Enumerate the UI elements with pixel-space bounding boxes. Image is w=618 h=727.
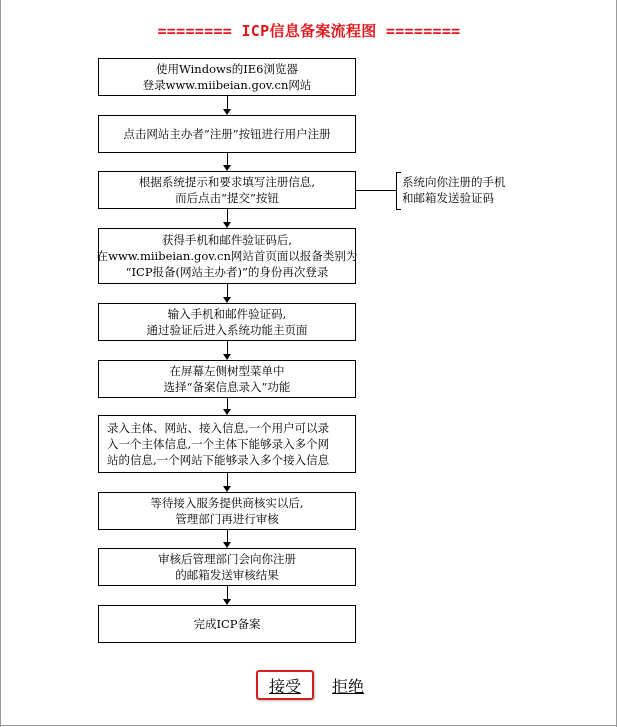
step-9-box	[98, 548, 356, 586]
step-1-line-2: 登录www.miibeian.gov.cn网站	[142, 78, 312, 92]
step-7-line-2: 入一个主体信息,一个主体下能够录入多个网	[107, 437, 330, 451]
connector-2	[227, 153, 228, 165]
step-3-box	[98, 171, 356, 209]
note-connector	[356, 190, 396, 191]
connector-3	[227, 209, 228, 222]
arrow-down-icon	[223, 542, 231, 548]
side-note-line-1: 系统向你注册的手机	[402, 175, 506, 189]
step-9-line-1: 审核后管理部门会向你注册	[158, 552, 296, 566]
step-3-line-2: 而后点击“提交”按钮	[175, 191, 279, 205]
side-note	[402, 174, 532, 206]
arrow-down-icon	[223, 297, 231, 303]
step-8-line-1: 等待接入服务提供商核实以后,	[150, 496, 304, 510]
arrow-down-icon	[223, 599, 231, 605]
step-4-line-2: 在www.miibeian.gov.cn网站首页面以报备类别为	[96, 249, 358, 263]
connector-1	[227, 96, 228, 109]
step-7-line-1: 录入主体、网站、接入信息,一个用户可以录	[107, 421, 330, 435]
step-5-box	[98, 303, 356, 341]
frame-bottom-border	[0, 725, 617, 726]
note-bracket	[396, 172, 401, 210]
frame-left-border	[0, 0, 1, 727]
step-6-line-2: 选择“备案信息录入”功能	[163, 380, 291, 394]
connector-9	[227, 586, 228, 599]
step-9-line-2: 的邮箱发送审核结果	[175, 568, 279, 582]
connector-7	[227, 473, 228, 486]
arrow-down-icon	[223, 222, 231, 228]
connector-4	[227, 284, 228, 297]
connector-5	[227, 341, 228, 354]
step-7-line-3: 站的信息,一个网站下能够录入多个接入信息	[107, 453, 330, 467]
step-1-box	[98, 58, 356, 96]
step-6-line-1: 在屏幕左侧树型菜单中	[169, 364, 285, 378]
step-8-box	[98, 492, 356, 530]
reject-link[interactable]: 拒绝	[331, 676, 364, 696]
accept-button[interactable]: 接受	[256, 670, 314, 700]
arrow-down-icon	[223, 109, 231, 115]
step-8-line-2: 管理部门再进行审核	[175, 512, 279, 526]
side-note-line-2: 和邮箱发送验证码	[402, 191, 494, 205]
arrow-down-icon	[223, 409, 231, 415]
frame-right-border	[616, 0, 617, 727]
step-5-line-2: 通过验证后进入系统功能主页面	[146, 323, 308, 337]
step-4-line-3: “ICP报备(网站主办者)”的身份再次登录	[125, 265, 329, 279]
connector-8	[227, 530, 228, 542]
step-7-box	[98, 415, 356, 473]
arrow-down-icon	[223, 165, 231, 171]
flowchart-title: ======== ICP信息备案流程图 ========	[157, 22, 461, 40]
arrow-down-icon	[223, 354, 231, 360]
step-10-line-1: 完成ICP备案	[193, 617, 261, 631]
step-4-box	[98, 228, 356, 284]
step-3-line-1: 根据系统提示和要求填写注册信息,	[138, 175, 316, 189]
step-5-line-1: 输入手机和邮件验证码,	[167, 307, 287, 321]
connector-6	[227, 398, 228, 409]
step-2-box	[98, 115, 356, 153]
step-6-box	[98, 360, 356, 398]
step-2-line-1: 点击网站主办者“注册”按钮进行用户注册	[123, 127, 331, 141]
step-10-box	[98, 605, 356, 643]
step-4-line-1: 获得手机和邮件验证码后,	[161, 233, 293, 247]
arrow-down-icon	[223, 486, 231, 492]
step-1-line-1: 使用Windows的IE6浏览器	[156, 62, 298, 76]
